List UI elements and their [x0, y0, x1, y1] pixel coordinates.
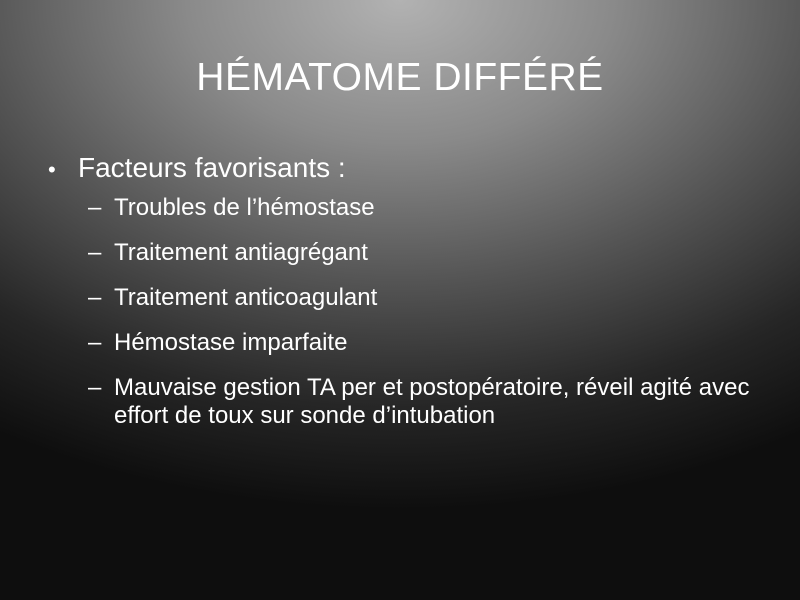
sub-item-text: Hémostase imparfaite: [114, 329, 348, 356]
sub-item: [88, 329, 768, 357]
sub-item-marker: –: [88, 239, 102, 266]
sub-item: [88, 374, 768, 430]
sub-item: [88, 284, 768, 312]
bullet-item: [48, 148, 768, 190]
slide-title: HÉMATOME DIFFÉRÉ: [196, 56, 604, 99]
sub-item-text: Traitement antiagrégant: [114, 239, 368, 266]
sub-item-marker: –: [88, 329, 102, 356]
slide-content: [48, 148, 768, 447]
sub-item: [88, 239, 768, 267]
sub-item-text: Troubles de l’hémostase: [114, 194, 375, 221]
sub-item-marker: –: [88, 194, 102, 221]
sub-item-marker: –: [88, 374, 102, 401]
bullet-text: Facteurs favorisants :: [78, 152, 346, 183]
sub-list: [88, 194, 768, 430]
sub-item: [88, 194, 768, 222]
bullet-marker: •: [48, 157, 56, 182]
sub-item-text: Traitement anticoagulant: [114, 284, 378, 311]
sub-item-text: Mauvaise gestion TA per et postopératoire, réveil agité avec effort de toux sur sonde d’intubation: [114, 374, 750, 429]
sub-item-marker: –: [88, 284, 102, 311]
